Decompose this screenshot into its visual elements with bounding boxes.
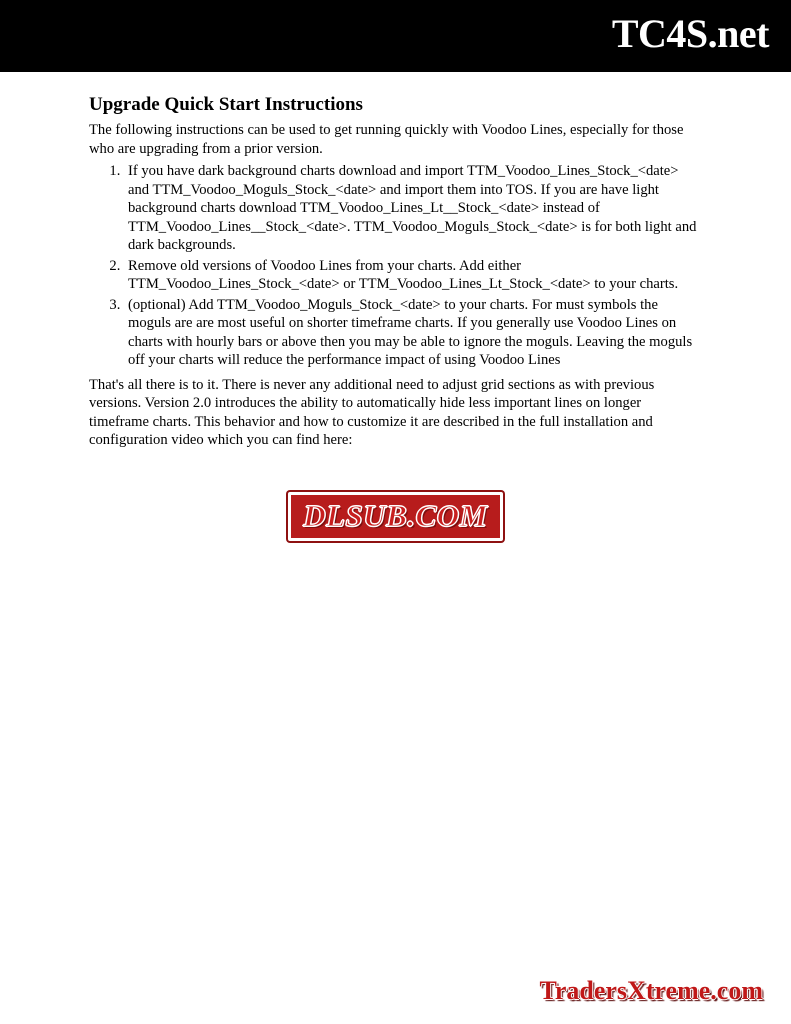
list-item: 3. (optional) Add TTM_Voodoo_Moguls_Stock_<date> to your charts. For must symbols the moguls are are most useful on shorter timeframe charts. If you generally use Voodoo Lines on charts with hourly bars or above then you may be able to ignore the moguls. Leaving the moguls off your charts will reduce the performance impact of using Voodoo Lines — [124, 296, 703, 370]
intro-paragraph: The following instructions can be used to get running quickly with Voodoo Lines, especially for those who are upgrading from a prior version. — [89, 122, 684, 157]
header-banner — [0, 0, 791, 72]
list-item: 1. If you have dark background charts download and import TTM_Voodoo_Lines_Stock_<date> and TTM_Voodoo_Moguls_Stock_<date> and import them into TOS. If you are have light background charts download TTM_Voodoo_Lines_Lt__Stock_<date> instead of TTM_Voodoo_Lines__Stock_<date>. TTM_Voodoo_Moguls_Stock_<date> is for both light and dark backgrounds. — [124, 162, 703, 255]
watermark-stamp-container — [0, 492, 791, 541]
footer — [539, 976, 763, 1006]
list-item: 2. Remove old versions of Voodoo Lines from your charts. Add either TTM_Voodoo_Lines_Stock_<date> or TTM_Voodoo_Lines_Lt_Stock_<date> to your charts. — [124, 257, 703, 294]
watermark-text: DLSUB.COM — [303, 498, 488, 533]
closing-paragraph: That's all there is to it. There is never any additional need to adjust grid sections as with previous versions. Version 2.0 introduces the ability to automatically hide less important lines on longer timeframe charts. This behavior and how to customize it are described in the full installation and configuration video which you can find here: — [89, 376, 655, 448]
page-title: Upgrade Quick Start Instructions — [89, 94, 363, 115]
site-logo: TC4S.net — [611, 11, 769, 56]
watermark-stamp — [288, 492, 503, 541]
footer-logo: TradersXtreme.com — [539, 976, 763, 1005]
instruction-list — [89, 162, 703, 370]
document-body — [89, 92, 703, 450]
